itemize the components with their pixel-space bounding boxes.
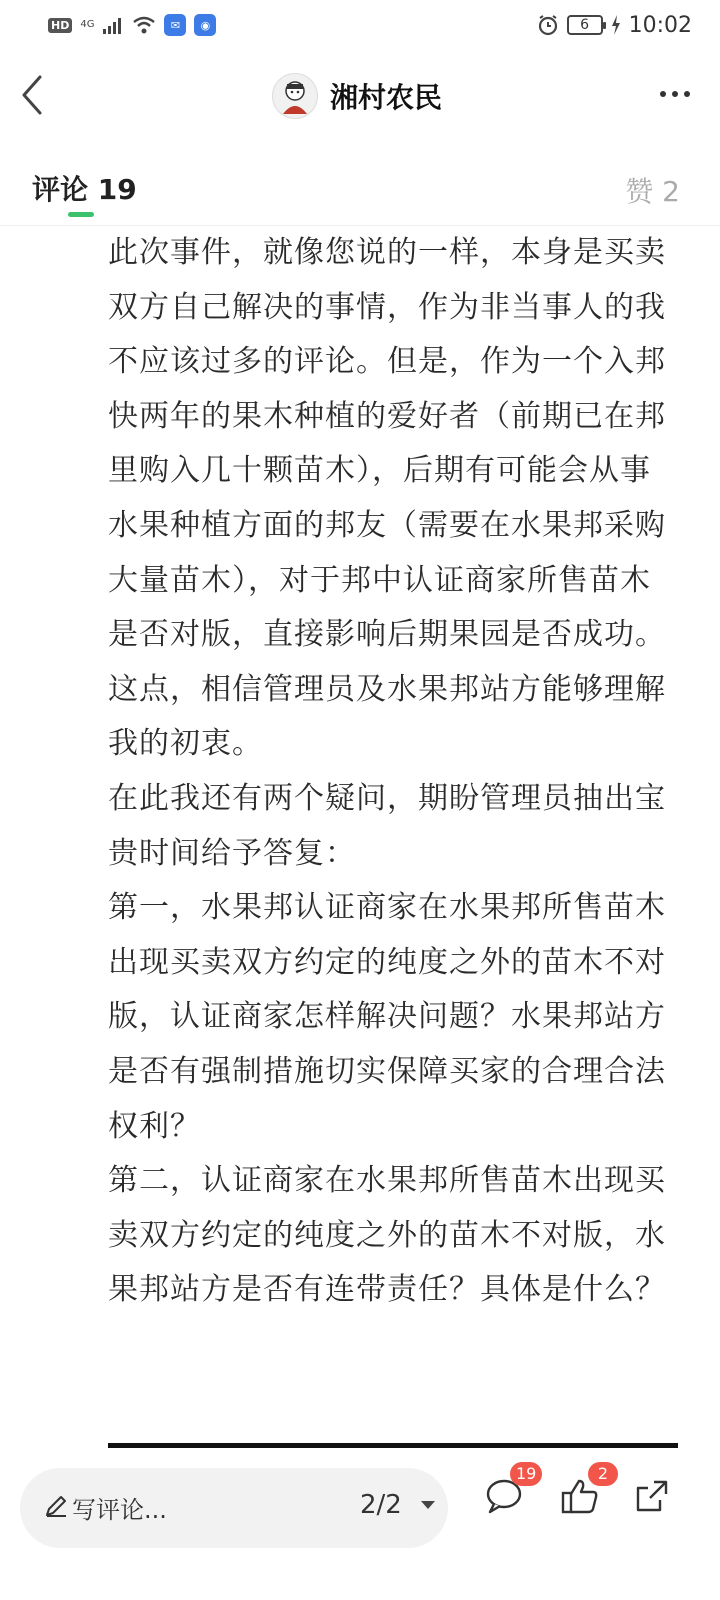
charging-icon — [611, 15, 621, 35]
comment-placeholder: 写评论... — [72, 1496, 167, 1524]
share-icon — [632, 1476, 672, 1516]
avatar-icon — [275, 76, 315, 116]
paragraph: 此次事件，就像您说的一样，本身是买卖双方自己解决的事情，作为非当事人的我不应该过多的评论。但是，作为一个入邦快两年的果木种植的爱好者（前期已在邦里购入几十颗苗木），后期有可能会从事水果种植方面的邦友（需要在水果邦采购大量苗木），对于邦中认证商家所售苗木是否对版，直接影响后期果园是否成功。这点，相信管理员及水果邦站方能够理解我的初衷。 — [108, 235, 666, 762]
paragraph: 在此我还有两个疑问，期盼管理员抽出宝贵时间给予答复： — [108, 780, 666, 871]
status-bar — [0, 0, 720, 50]
active-tab-indicator — [68, 212, 94, 217]
tab-likes[interactable]: 赞 2 — [625, 175, 680, 208]
tabs-row — [0, 160, 720, 226]
comment-count-badge: 19 — [510, 1462, 542, 1486]
status-right — [537, 13, 692, 38]
status-left — [48, 14, 216, 36]
chevron-left-icon — [20, 75, 44, 115]
more-button[interactable] — [650, 79, 700, 109]
bottom-bar — [0, 1448, 720, 1600]
battery-icon: 6 — [567, 15, 603, 35]
avatar[interactable] — [272, 73, 318, 119]
pencil-icon — [44, 1494, 68, 1518]
alarm-icon — [537, 14, 559, 36]
signal-icon — [102, 16, 124, 34]
nav-bar — [0, 55, 720, 135]
app-notification-icon: ✉ — [164, 14, 186, 36]
app-notification-icon-2: ◉ — [194, 14, 216, 36]
caret-down-icon[interactable] — [420, 1500, 436, 1510]
paragraph: 第一，水果邦认证商家在水果邦所售苗木出现买卖双方约定的纯度之外的苗木不对版，认证商家怎样解决问题？水果邦站方是否有强制措施切实保障买家的合理合法权利？ — [108, 890, 666, 1144]
page-indicator[interactable]: 2/2 — [360, 1490, 402, 1520]
like-button[interactable] — [560, 1464, 609, 1520]
clock: 10:02 — [628, 12, 692, 38]
like-count-badge: 2 — [588, 1462, 618, 1486]
comments-button[interactable] — [484, 1464, 537, 1520]
hd-indicator: HD — [48, 18, 72, 33]
paragraph: 第二，认证商家在水果邦所售苗木出现买卖双方约定的纯度之外的苗木不对版，水果邦站方是否有连带责任？具体是什么？ — [108, 1163, 666, 1308]
page-title: 湘村农民 — [330, 81, 443, 114]
network-indicator: 4G — [80, 19, 95, 30]
back-button[interactable] — [12, 73, 52, 117]
tab-comments[interactable]: 评论 19 — [32, 173, 137, 206]
more-icon — [660, 91, 666, 97]
share-button[interactable] — [632, 1476, 672, 1520]
comment-input[interactable] — [20, 1468, 448, 1548]
wifi-icon — [132, 16, 156, 34]
article-body[interactable] — [108, 226, 678, 1444]
author-header[interactable] — [272, 73, 442, 119]
